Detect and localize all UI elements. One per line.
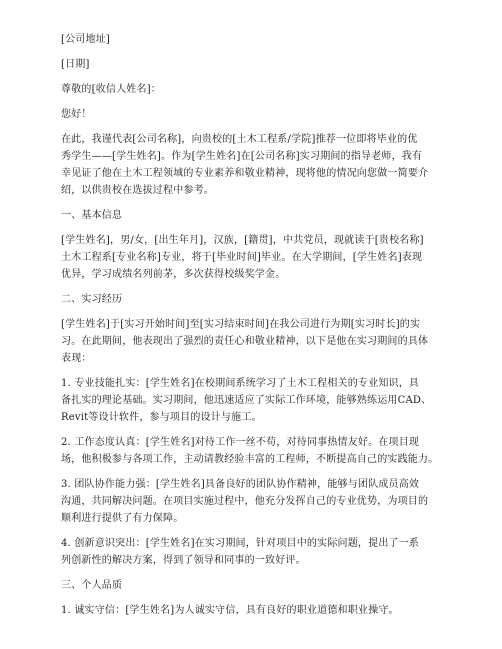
intro-paragraph <box>61 131 441 199</box>
list-item-professional-skills <box>61 375 441 426</box>
section-heading-basic-info: 一、基本信息 <box>61 210 123 221</box>
list-item-line: 1. 专业技能扎实：[学生姓名]在校期间系统学习了土木工程相关的专业知识，具 <box>61 378 420 389</box>
intro-line: 秀学生——[学生姓名]。作为[学生姓名]在[公司名称]实习期间的指导老师，我有 <box>61 151 423 162</box>
list-item-line: 2. 工作态度认真：[学生姓名]对待工作一丝不苟，对待同事热情友好。在项目现 <box>61 437 420 448</box>
salutation: 尊敬的[收信人姓名]： <box>61 84 162 95</box>
intro-line: 在此，我谨代表[公司名称]，向贵校的[土木工程系/学院]推荐一位即将毕业的优 <box>61 134 418 145</box>
internship-line: [学生姓名]于[实习开始时间]至[实习结束时间]在我公司进行为期[实习时长]的实 <box>61 319 421 330</box>
basic-info-paragraph <box>61 232 441 283</box>
list-item-work-attitude <box>61 434 441 468</box>
list-item-honesty: 1. 诚实守信：[学生姓名]为人诚实守信，具有良好的职业道德和职业操守。 <box>61 605 399 616</box>
list-item-line: Revit等设计软件，参与项目的设计与施工。 <box>61 412 262 423</box>
list-item-line: 3. 团队协作能力强：[学生姓名]具备良好的团队协作精神，能够与团队成员高效 <box>61 479 420 490</box>
internship-line: 习。在此期间，他表现出了强烈的责任心和敬业精神，以下是他在实习期间的具体 <box>61 336 429 347</box>
basic-info-line: 优异，学习成绩名列前茅，多次获得校级奖学金。 <box>61 269 286 280</box>
list-item-teamwork <box>61 476 441 527</box>
internship-line: 表现： <box>61 353 92 364</box>
basic-info-line: 土木工程系[专业名称]专业，将于[毕业时间]毕业。在大学期间，[学生姓名]表现 <box>61 252 423 263</box>
section-heading-personal-qualities: 三、个人品质 <box>61 580 123 591</box>
company-address: [公司地址] <box>61 34 111 45</box>
letter-body <box>61 31 441 619</box>
internship-intro-paragraph <box>61 316 441 367</box>
list-item-line: 沟通，共同解决问题。在项目实施过程中，他充分发挥自己的专业优势，为项目的 <box>61 496 429 507</box>
list-item-line: 备扎实的理论基础。实习期间，他迅速适应了实际工作环境，能够熟练运用CAD、 <box>61 395 432 406</box>
list-item-line: 列创新性的解决方案，得到了领导和同事的一致好评。 <box>61 555 306 566</box>
list-item-innovation <box>61 535 441 569</box>
intro-line: 幸见证了他在土木工程领域的专业素养和敬业精神，现将他的情况向您做一简要介 <box>61 168 429 179</box>
basic-info-line: [学生姓名]，男/女，[出生年月]，汉族，[籍贯]，中共党员，现就读于[贵校名称] <box>61 235 424 246</box>
list-item-line: 场，他积极参与各项工作，主动请教经验丰富的工程师，不断提高自己的实践能力。 <box>61 454 439 465</box>
intro-line: 绍，以供贵校在选拔过程中参考。 <box>61 185 214 196</box>
letter-date: [日期] <box>61 59 90 70</box>
list-item-line: 4. 创新意识突出：[学生姓名]在实习期间，针对项目中的实际问题，提出了一系 <box>61 538 420 549</box>
list-item-line: 顺利进行提供了有力保障。 <box>61 513 184 524</box>
section-heading-internship: 二、实习经历 <box>61 294 123 305</box>
greeting: 您好！ <box>61 109 92 120</box>
